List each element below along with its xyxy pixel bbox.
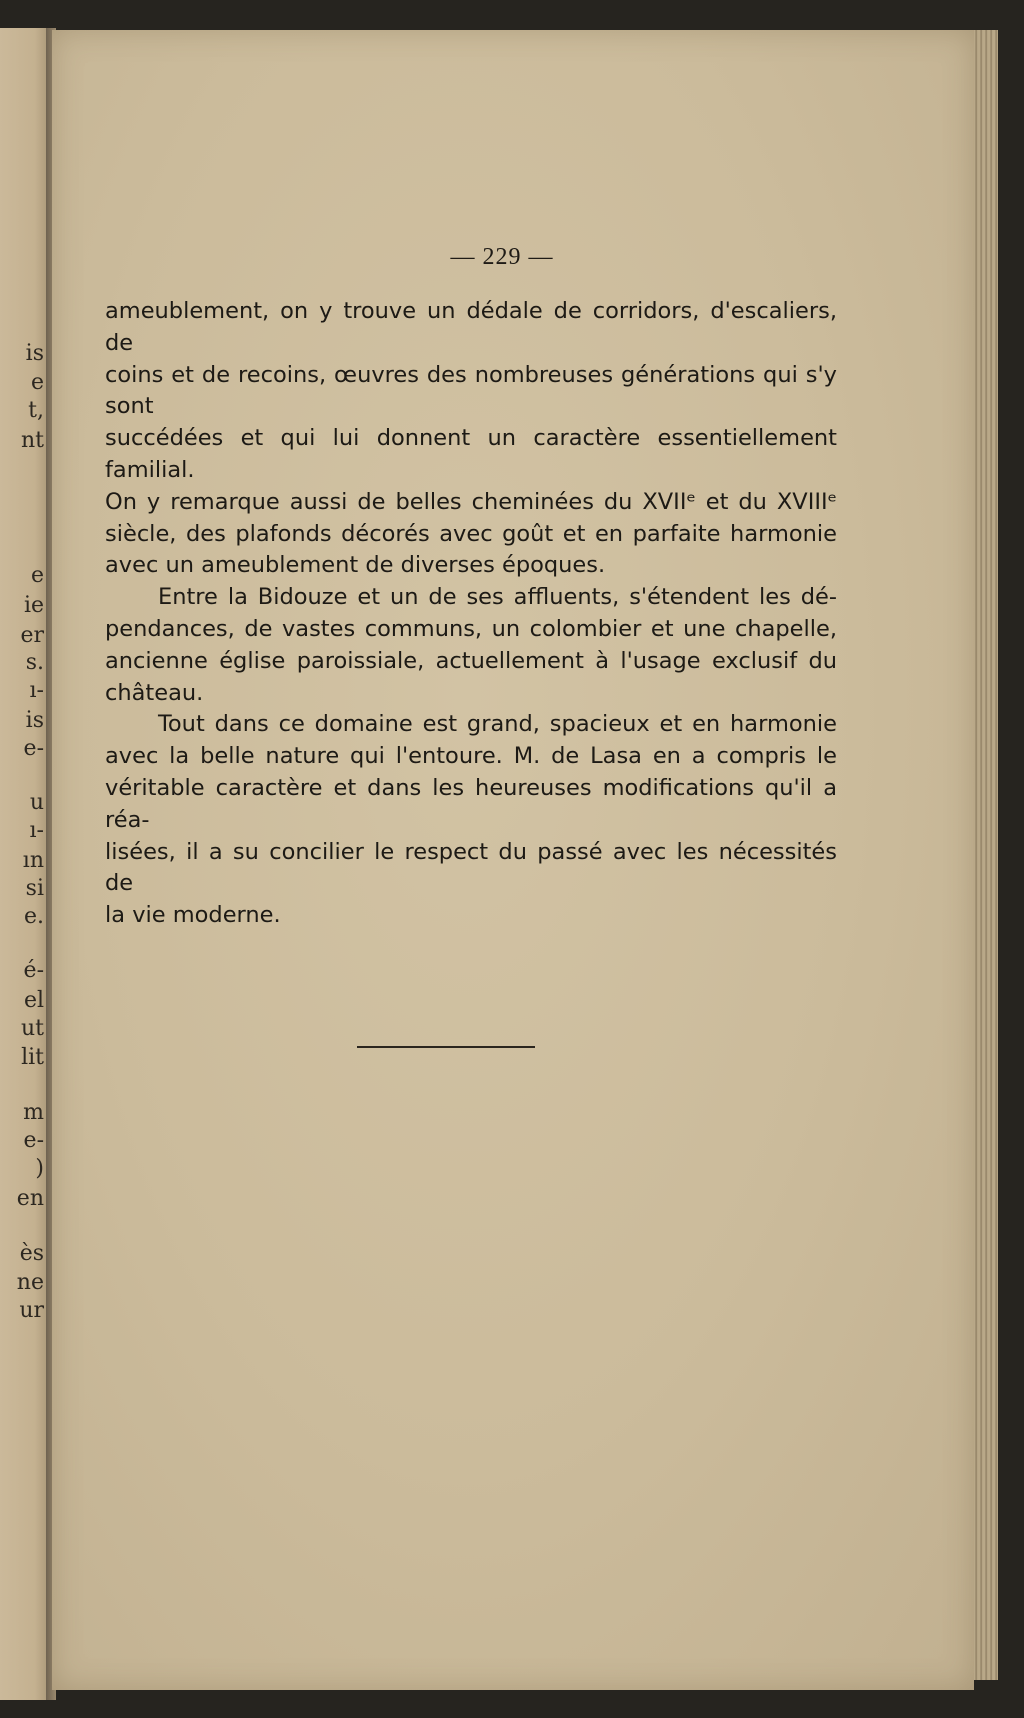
text-line: avec la belle nature qui l'entoure. M. de Lasa en a compris le	[105, 743, 837, 770]
facing-page-text: t,	[28, 398, 44, 423]
facing-page-text: e.	[23, 904, 44, 929]
text-line: avec un ameublement de diverses époques.	[105, 552, 606, 579]
facing-page-text: e-	[23, 1128, 44, 1153]
book-page	[52, 30, 974, 1690]
facing-page-text: si	[25, 876, 44, 901]
text-line: Tout dans ce domaine est grand, spacieux et en harmonie	[158, 711, 837, 738]
facing-page-text: s.	[25, 650, 44, 675]
facing-page-text: el	[23, 988, 44, 1013]
facing-page-text: is	[25, 341, 44, 366]
text-line: la vie moderne.	[105, 902, 281, 929]
facing-page-text: ın	[22, 848, 44, 873]
facing-page-text: ut	[20, 1016, 44, 1041]
section-divider	[357, 1046, 535, 1048]
text-line: pendances, de vastes communs, un colombier et une chapelle,	[105, 615, 837, 642]
facing-page-text: u	[29, 790, 44, 815]
facing-page-edge	[0, 28, 50, 1700]
text-line: siècle, des plafonds décorés avec goût et en parfaite harmonie	[105, 520, 837, 547]
facing-page-text: é-	[23, 958, 44, 983]
text-line: véritable caractère et dans les heureuses modifications qu'il a réa-	[105, 774, 837, 833]
page-number: — 229 —	[450, 244, 554, 270]
text-line: succédées et qui lui donnent un caractère essentiellement familial.	[105, 425, 837, 483]
facing-page-text: nt	[20, 428, 44, 453]
facing-page-text: m	[23, 1100, 44, 1125]
facing-page-text: is	[25, 708, 44, 733]
text-line: On y remarque aussi de belles cheminées du XVIIᵉ et du XVIIIᵉ	[105, 488, 837, 515]
text-line: ameublement, on y trouve un dédale de corridors, d'escaliers, de	[105, 298, 837, 356]
body-text	[105, 296, 837, 932]
text-line: coins et de recoins, œuvres des nombreuses générations qui s'y sont	[105, 361, 837, 420]
facing-page-text: e	[30, 563, 44, 588]
facing-page-text: )	[35, 1156, 44, 1181]
text-line: château.	[105, 679, 204, 706]
facing-page-text: er	[20, 623, 44, 648]
facing-page-text: e	[30, 370, 44, 395]
facing-page-text: ès	[19, 1241, 44, 1266]
facing-page-text: ur	[19, 1298, 44, 1323]
facing-page-text: ie	[23, 593, 44, 618]
facing-page-text: ı-	[29, 678, 44, 703]
facing-page-text: en	[16, 1186, 44, 1211]
facing-page-text: ne	[16, 1270, 44, 1295]
text-line: ancienne église paroissiale, actuellement à l'usage exclusif du	[105, 647, 837, 674]
text-line: lisées, il a su concilier le respect du passé avec les nécessités de	[105, 838, 837, 897]
facing-page-text: ı-	[29, 818, 44, 843]
text-line: Entre la Bidouze et un de ses affluents, s'étendent les dé-	[158, 584, 837, 611]
facing-page-text: lit	[21, 1045, 44, 1070]
facing-page-text: e-	[23, 736, 44, 761]
